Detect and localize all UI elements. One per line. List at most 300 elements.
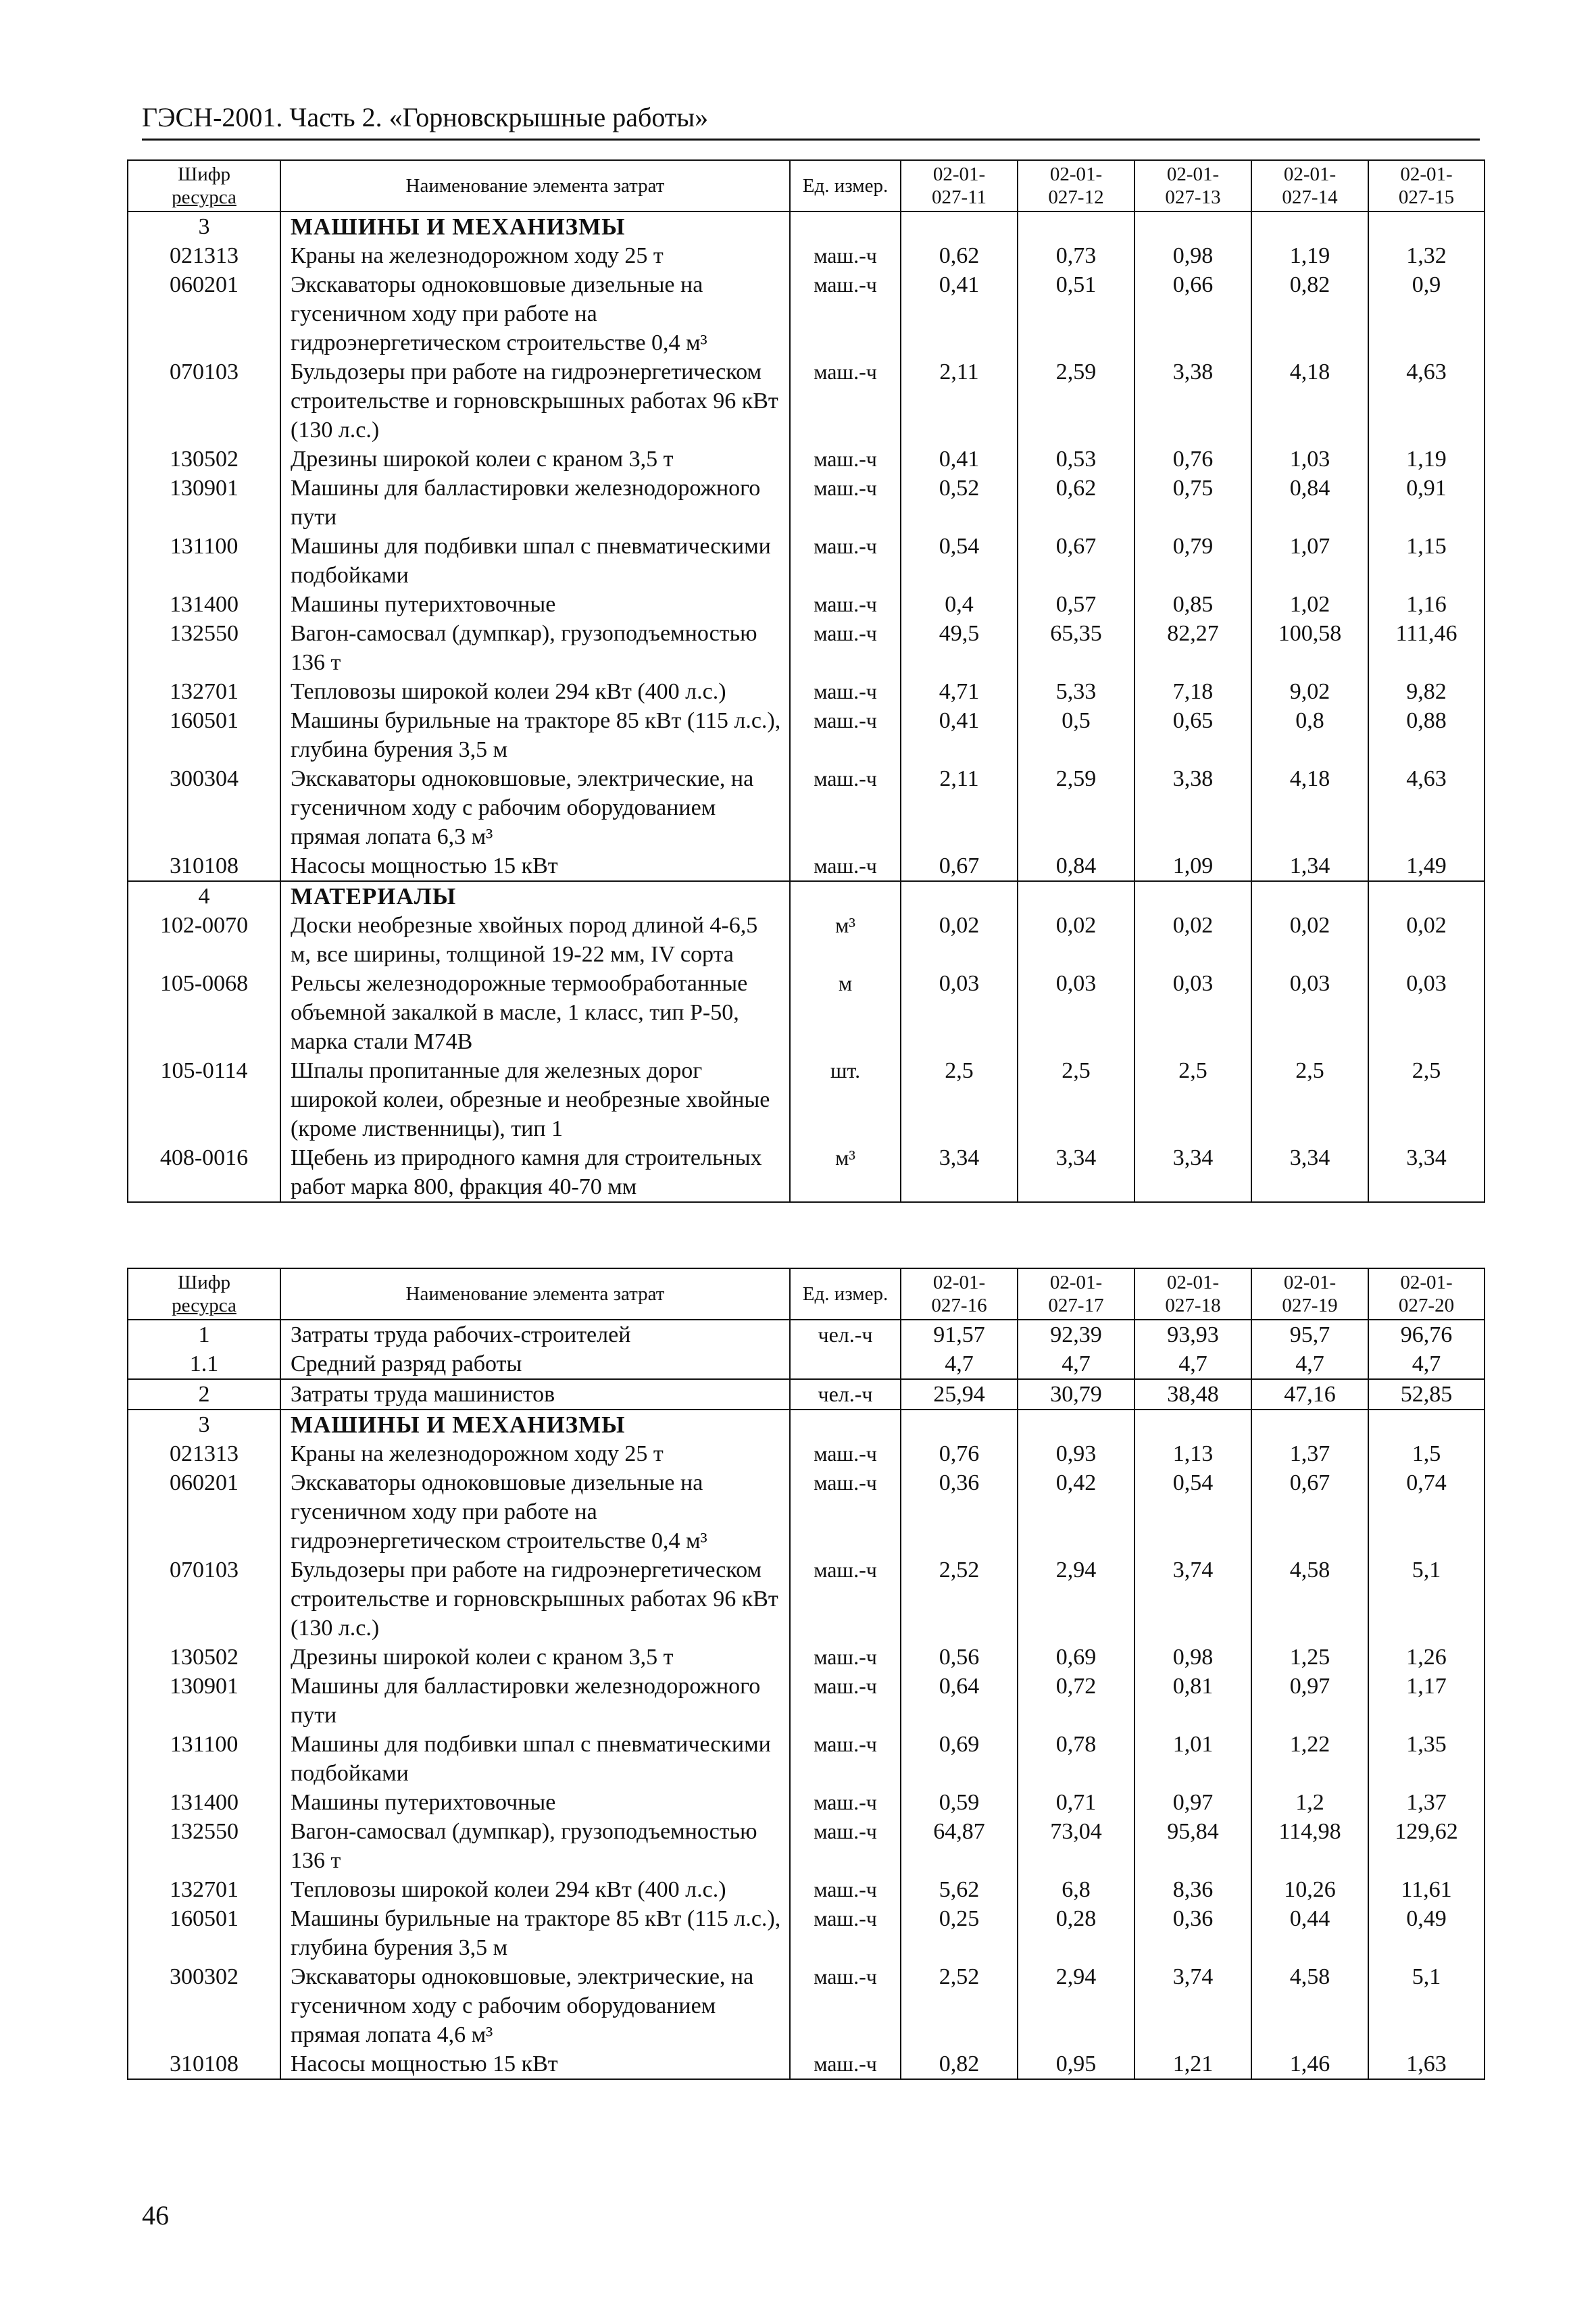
resource-code: 4 <box>128 881 280 911</box>
col-header-norm: 02-01- 027-12 <box>1018 160 1134 211</box>
norm-value <box>901 881 1018 911</box>
resource-unit: маш.-ч <box>790 357 901 445</box>
col-header-name: Наименование элемента затрат <box>280 1268 790 1320</box>
norm-value: 2,94 <box>1018 1962 1134 2049</box>
norm-value: 0,76 <box>1134 445 1251 474</box>
resource-unit: маш.-ч <box>790 1875 901 1904</box>
table-row <box>128 474 1485 532</box>
norm-value: 111,46 <box>1368 619 1485 677</box>
norm-value: 2,5 <box>901 1056 1018 1143</box>
resource-name: Щебень из природного камня для строительных работ марка 800, фракция 40-70 мм <box>280 1143 790 1202</box>
norm-value: 0,69 <box>1018 1643 1134 1672</box>
resource-name: Бульдозеры при работе на гидроэнергетическом строительстве и горновскрышных работах 96 кВт (130 л.с.) <box>280 1555 790 1643</box>
norm-value: 0,84 <box>1018 851 1134 881</box>
resource-unit <box>790 881 901 911</box>
resource-unit: маш.-ч <box>790 1555 901 1643</box>
norm-value: 0,03 <box>901 969 1018 1056</box>
table-row <box>128 1962 1485 2049</box>
norm-value: 3,34 <box>901 1143 1018 1202</box>
norm-value: 1,09 <box>1134 851 1251 881</box>
norm-value: 0,8 <box>1251 706 1368 764</box>
resource-code: 070103 <box>128 1555 280 1643</box>
norm-value: 73,04 <box>1018 1817 1134 1875</box>
resource-unit: маш.-ч <box>790 532 901 590</box>
col-header-norm: 02-01- 027-18 <box>1134 1268 1251 1320</box>
norm-value: 3,38 <box>1134 764 1251 851</box>
resource-unit: маш.-ч <box>790 764 901 851</box>
norm-value: 92,39 <box>1018 1320 1134 1349</box>
norm-value: 0,69 <box>901 1730 1018 1788</box>
col-header-name: Наименование элемента затрат <box>280 160 790 211</box>
resource-code: 2 <box>128 1379 280 1410</box>
resource-code: 131400 <box>128 1788 280 1817</box>
norm-value: 0,44 <box>1251 1904 1368 1962</box>
resource-unit: маш.-ч <box>790 1730 901 1788</box>
table-row <box>128 911 1485 969</box>
norm-value: 0,03 <box>1018 969 1134 1056</box>
resource-code: 132701 <box>128 1875 280 1904</box>
resource-unit: маш.-ч <box>790 270 901 357</box>
norm-value: 0,36 <box>901 1468 1018 1555</box>
norm-value: 64,87 <box>901 1817 1018 1875</box>
table-row <box>128 241 1485 270</box>
norm-value: 2,59 <box>1018 357 1134 445</box>
norm-value: 0,02 <box>1018 911 1134 969</box>
norm-value: 0,74 <box>1368 1468 1485 1555</box>
norm-value: 0,03 <box>1134 969 1251 1056</box>
resource-code: 132701 <box>128 677 280 706</box>
norm-value: 0,91 <box>1368 474 1485 532</box>
table-row <box>128 1439 1485 1468</box>
resource-table-2 <box>127 1268 1485 2080</box>
resource-code: 300304 <box>128 764 280 851</box>
resource-unit: маш.-ч <box>790 1643 901 1672</box>
resource-unit: чел.-ч <box>790 1379 901 1410</box>
resource-name: Машины для балластировки железнодорожного пути <box>280 1672 790 1730</box>
table-row <box>128 1788 1485 1817</box>
resource-name: МАШИНЫ И МЕХАНИЗМЫ <box>280 1410 790 1439</box>
resource-name: Бульдозеры при работе на гидроэнергетическом строительстве и горновскрышных работах 96 кВт (130 л.с.) <box>280 357 790 445</box>
norm-value: 2,5 <box>1018 1056 1134 1143</box>
norm-value: 1,49 <box>1368 851 1485 881</box>
norm-value: 0,59 <box>901 1788 1018 1817</box>
resource-unit: маш.-ч <box>790 677 901 706</box>
norm-value: 38,48 <box>1134 1379 1251 1410</box>
norm-value: 1,2 <box>1251 1788 1368 1817</box>
norm-value: 0,67 <box>1018 532 1134 590</box>
col-header-norm: 02-01- 027-13 <box>1134 160 1251 211</box>
norm-value: 1,5 <box>1368 1439 1485 1468</box>
table-row <box>128 1875 1485 1904</box>
resource-code: 131100 <box>128 532 280 590</box>
resource-unit: маш.-ч <box>790 1788 901 1817</box>
norm-value: 0,82 <box>1251 270 1368 357</box>
norm-value: 65,35 <box>1018 619 1134 677</box>
table-row <box>128 1056 1485 1143</box>
norm-value: 4,71 <box>901 677 1018 706</box>
norm-value: 3,74 <box>1134 1962 1251 2049</box>
norm-value: 0,75 <box>1134 474 1251 532</box>
table-row <box>128 1379 1485 1410</box>
norm-value: 0,02 <box>901 911 1018 969</box>
norm-value: 2,5 <box>1251 1056 1368 1143</box>
norm-value: 0,71 <box>1018 1788 1134 1817</box>
table-row <box>128 1817 1485 1875</box>
norm-value: 0,73 <box>1018 241 1134 270</box>
resource-name: Затраты труда рабочих-строителей <box>280 1320 790 1349</box>
norm-value: 3,34 <box>1134 1143 1251 1202</box>
table-row <box>128 1349 1485 1379</box>
norm-value: 95,7 <box>1251 1320 1368 1349</box>
norm-value: 1,63 <box>1368 2049 1485 2079</box>
norm-value: 5,62 <box>901 1875 1018 1904</box>
norm-value: 95,84 <box>1134 1817 1251 1875</box>
table-row <box>128 1643 1485 1672</box>
table-row <box>128 619 1485 677</box>
resource-unit: маш.-ч <box>790 445 901 474</box>
resource-unit: маш.-ч <box>790 1439 901 1468</box>
resource-unit: маш.-ч <box>790 241 901 270</box>
norm-value: 96,76 <box>1368 1320 1485 1349</box>
norm-value <box>1251 211 1368 241</box>
col-header-norm: 02-01- 027-14 <box>1251 160 1368 211</box>
norm-value: 4,18 <box>1251 357 1368 445</box>
table-row <box>128 764 1485 851</box>
norm-value: 0,97 <box>1251 1672 1368 1730</box>
table-row <box>128 590 1485 619</box>
table-row <box>128 1410 1485 1439</box>
table-row <box>128 1143 1485 1202</box>
resource-unit <box>790 1410 901 1439</box>
norm-value <box>901 1410 1018 1439</box>
norm-value: 0,98 <box>1134 241 1251 270</box>
norm-value: 1,46 <box>1251 2049 1368 2079</box>
resource-name: Краны на железнодорожном ходу 25 т <box>280 241 790 270</box>
resource-code: 160501 <box>128 1904 280 1962</box>
resource-code: 130901 <box>128 474 280 532</box>
norm-value: 5,1 <box>1368 1555 1485 1643</box>
norm-value <box>1251 881 1368 911</box>
norm-value: 100,58 <box>1251 619 1368 677</box>
resource-code: 300302 <box>128 1962 280 2049</box>
norm-value: 1,32 <box>1368 241 1485 270</box>
col-header-norm: 02-01- 027-11 <box>901 160 1018 211</box>
resource-name: Машины бурильные на тракторе 85 кВт (115 л.с.), глубина бурения 3,5 м <box>280 1904 790 1962</box>
norm-value: 1,26 <box>1368 1643 1485 1672</box>
resource-name: Дрезины широкой колеи с краном 3,5 т <box>280 1643 790 1672</box>
norm-value <box>1134 881 1251 911</box>
norm-value: 82,27 <box>1134 619 1251 677</box>
norm-value: 2,5 <box>1368 1056 1485 1143</box>
norm-value: 49,5 <box>901 619 1018 677</box>
resource-name: Шпалы пропитанные для железных дорог широкой колеи, обрезные и необрезные хвойные (кроме лиственницы), тип 1 <box>280 1056 790 1143</box>
norm-value: 0,81 <box>1134 1672 1251 1730</box>
norm-value: 2,52 <box>901 1962 1018 2049</box>
table-row <box>128 1904 1485 1962</box>
norm-value <box>1368 881 1485 911</box>
norm-value: 3,74 <box>1134 1555 1251 1643</box>
resource-code: 310108 <box>128 2049 280 2079</box>
norm-value: 0,56 <box>901 1643 1018 1672</box>
norm-value: 0,02 <box>1251 911 1368 969</box>
resource-code: 310108 <box>128 851 280 881</box>
norm-value: 2,52 <box>901 1555 1018 1643</box>
resource-name: Экскаваторы одноковшовые дизельные на гусеничном ходу при работе на гидроэнергетическом строительстве 0,4 м³ <box>280 270 790 357</box>
resource-name: МАШИНЫ И МЕХАНИЗМЫ <box>280 211 790 241</box>
table-row <box>128 1320 1485 1349</box>
norm-value: 0,88 <box>1368 706 1485 764</box>
norm-value: 0,67 <box>901 851 1018 881</box>
resource-name: Насосы мощностью 15 кВт <box>280 851 790 881</box>
table-row <box>128 1730 1485 1788</box>
resource-code: 132550 <box>128 619 280 677</box>
resource-unit: шт. <box>790 1056 901 1143</box>
col-header-norm: 02-01- 027-16 <box>901 1268 1018 1320</box>
resource-code: 3 <box>128 1410 280 1439</box>
norm-value: 3,34 <box>1018 1143 1134 1202</box>
norm-value: 4,18 <box>1251 764 1368 851</box>
norm-value: 0,82 <box>901 2049 1018 2079</box>
resource-name: Затраты труда машинистов <box>280 1379 790 1410</box>
norm-value: 0,66 <box>1134 270 1251 357</box>
table-row <box>128 270 1485 357</box>
norm-value: 1,03 <box>1251 445 1368 474</box>
norm-value: 0,4 <box>901 590 1018 619</box>
table-row <box>128 532 1485 590</box>
norm-value: 5,33 <box>1018 677 1134 706</box>
norm-value: 1,37 <box>1368 1788 1485 1817</box>
resource-unit: маш.-ч <box>790 1468 901 1555</box>
table-row <box>128 445 1485 474</box>
norm-value: 3,38 <box>1134 357 1251 445</box>
norm-value: 4,7 <box>1134 1349 1251 1379</box>
norm-value: 129,62 <box>1368 1817 1485 1875</box>
norm-value: 0,36 <box>1134 1904 1251 1962</box>
norm-value: 52,85 <box>1368 1379 1485 1410</box>
norm-value <box>1134 211 1251 241</box>
resource-name: Тепловозы широкой колеи 294 кВт (400 л.с.) <box>280 1875 790 1904</box>
resource-code: 130901 <box>128 1672 280 1730</box>
resource-name: Вагон-самосвал (думпкар), грузоподъемностью 136 т <box>280 1817 790 1875</box>
table-row <box>128 2049 1485 2079</box>
norm-value: 4,58 <box>1251 1555 1368 1643</box>
resource-unit: маш.-ч <box>790 1904 901 1962</box>
norm-value: 0,78 <box>1018 1730 1134 1788</box>
resource-code: 130502 <box>128 1643 280 1672</box>
norm-value: 3,34 <box>1251 1143 1368 1202</box>
norm-value: 2,59 <box>1018 764 1134 851</box>
resource-code: 105-0068 <box>128 969 280 1056</box>
norm-value: 0,85 <box>1134 590 1251 619</box>
resource-unit: чел.-ч <box>790 1320 901 1349</box>
norm-value: 0,62 <box>1018 474 1134 532</box>
norm-value: 0,98 <box>1134 1643 1251 1672</box>
norm-value: 0,41 <box>901 706 1018 764</box>
col-header-norm: 02-01- 027-17 <box>1018 1268 1134 1320</box>
norm-value: 4,7 <box>1368 1349 1485 1379</box>
norm-value: 2,11 <box>901 357 1018 445</box>
norm-value: 9,02 <box>1251 677 1368 706</box>
resource-name: Машины путерихтовочные <box>280 1788 790 1817</box>
resource-name: Дрезины широкой колеи с краном 3,5 т <box>280 445 790 474</box>
resource-unit: м <box>790 969 901 1056</box>
resource-unit <box>790 211 901 241</box>
norm-value: 0,65 <box>1134 706 1251 764</box>
norm-value: 1,13 <box>1134 1439 1251 1468</box>
norm-value: 0,41 <box>901 445 1018 474</box>
norm-value: 7,18 <box>1134 677 1251 706</box>
norm-value: 0,97 <box>1134 1788 1251 1817</box>
resource-code: 130502 <box>128 445 280 474</box>
norm-value: 0,41 <box>901 270 1018 357</box>
table-row <box>128 1672 1485 1730</box>
resource-name: Средний разряд работы <box>280 1349 790 1379</box>
resource-code: 021313 <box>128 241 280 270</box>
resource-unit: м³ <box>790 1143 901 1202</box>
norm-value: 4,7 <box>901 1349 1018 1379</box>
norm-value: 0,28 <box>1018 1904 1134 1962</box>
norm-value: 1,15 <box>1368 532 1485 590</box>
norm-value: 93,93 <box>1134 1320 1251 1349</box>
col-header-norm: 02-01- 027-20 <box>1368 1268 1485 1320</box>
norm-value: 0,53 <box>1018 445 1134 474</box>
norm-value <box>1368 1410 1485 1439</box>
norm-value: 0,25 <box>901 1904 1018 1962</box>
norm-value: 3,34 <box>1368 1143 1485 1202</box>
resource-table-1 <box>127 159 1485 1203</box>
page-header: ГЭСН-2001. Часть 2. «Горновскрышные работы» <box>142 101 1480 141</box>
norm-value <box>1368 211 1485 241</box>
norm-value: 1,34 <box>1251 851 1368 881</box>
norm-value: 91,57 <box>901 1320 1018 1349</box>
norm-value: 1,37 <box>1251 1439 1368 1468</box>
table-row <box>128 211 1485 241</box>
norm-value: 0,5 <box>1018 706 1134 764</box>
resource-name: Насосы мощностью 15 кВт <box>280 2049 790 2079</box>
resource-code: 070103 <box>128 357 280 445</box>
norm-value: 5,1 <box>1368 1962 1485 2049</box>
norm-value: 1,02 <box>1251 590 1368 619</box>
resource-unit: маш.-ч <box>790 619 901 677</box>
resource-code: 021313 <box>128 1439 280 1468</box>
resource-name: Машины бурильные на тракторе 85 кВт (115 л.с.), глубина бурения 3,5 м <box>280 706 790 764</box>
norm-value: 4,63 <box>1368 764 1485 851</box>
norm-value: 2,94 <box>1018 1555 1134 1643</box>
resource-unit: маш.-ч <box>790 1962 901 2049</box>
col-header-norm: 02-01- 027-19 <box>1251 1268 1368 1320</box>
resource-code: 131400 <box>128 590 280 619</box>
resource-name: Вагон-самосвал (думпкар), грузоподъемностью 136 т <box>280 619 790 677</box>
norm-value: 0,52 <box>901 474 1018 532</box>
norm-value: 1,17 <box>1368 1672 1485 1730</box>
resource-name: Экскаваторы одноковшовые, электрические, на гусеничном ходу с рабочим оборудованием прямая лопата 6,3 м³ <box>280 764 790 851</box>
resource-name: Машины для подбивки шпал с пневматическими подбойками <box>280 532 790 590</box>
col-header-code: Шифр ресурса <box>128 160 280 211</box>
page-number: 46 <box>142 2200 169 2231</box>
resource-unit: маш.-ч <box>790 706 901 764</box>
norm-value: 1,01 <box>1134 1730 1251 1788</box>
resource-unit: маш.-ч <box>790 2049 901 2079</box>
norm-value: 1,19 <box>1251 241 1368 270</box>
norm-value: 2,5 <box>1134 1056 1251 1143</box>
norm-value: 47,16 <box>1251 1379 1368 1410</box>
norm-value: 0,76 <box>901 1439 1018 1468</box>
resource-unit: маш.-ч <box>790 1817 901 1875</box>
table-row <box>128 969 1485 1056</box>
norm-value <box>1018 881 1134 911</box>
norm-value: 4,58 <box>1251 1962 1368 2049</box>
norm-value <box>1134 1410 1251 1439</box>
resource-name: МАТЕРИАЛЫ <box>280 881 790 911</box>
resource-name: Машины для балластировки железнодорожного пути <box>280 474 790 532</box>
norm-value: 0,51 <box>1018 270 1134 357</box>
norm-value: 10,26 <box>1251 1875 1368 1904</box>
norm-value: 0,42 <box>1018 1468 1134 1555</box>
table-row <box>128 357 1485 445</box>
resource-name: Тепловозы широкой колеи 294 кВт (400 л.с.) <box>280 677 790 706</box>
resource-unit: м³ <box>790 911 901 969</box>
resource-unit: маш.-ч <box>790 474 901 532</box>
norm-value: 0,9 <box>1368 270 1485 357</box>
norm-value: 0,95 <box>1018 2049 1134 2079</box>
resource-name: Краны на железнодорожном ходу 25 т <box>280 1439 790 1468</box>
resource-unit: маш.-ч <box>790 590 901 619</box>
resource-code: 408-0016 <box>128 1143 280 1202</box>
resource-name: Машины для подбивки шпал с пневматическими подбойками <box>280 1730 790 1788</box>
norm-value: 2,11 <box>901 764 1018 851</box>
col-header-unit: Ед. измер. <box>790 1268 901 1320</box>
norm-value: 0,49 <box>1368 1904 1485 1962</box>
resource-code: 060201 <box>128 270 280 357</box>
norm-value: 0,62 <box>901 241 1018 270</box>
resource-name: Доски необрезные хвойных пород длиной 4-6,5 м, все ширины, толщиной 19-22 мм, IV сорта <box>280 911 790 969</box>
col-header-unit: Ед. измер. <box>790 160 901 211</box>
table-row <box>128 1468 1485 1555</box>
norm-value: 0,03 <box>1368 969 1485 1056</box>
norm-value: 25,94 <box>901 1379 1018 1410</box>
norm-value: 1,25 <box>1251 1643 1368 1672</box>
table-row <box>128 851 1485 881</box>
norm-value: 11,61 <box>1368 1875 1485 1904</box>
norm-value: 0,93 <box>1018 1439 1134 1468</box>
resource-name: Экскаваторы одноковшовые дизельные на гусеничном ходу при работе на гидроэнергетическом строительстве 0,4 м³ <box>280 1468 790 1555</box>
norm-value: 1,35 <box>1368 1730 1485 1788</box>
norm-value: 1,07 <box>1251 532 1368 590</box>
norm-value: 0,84 <box>1251 474 1368 532</box>
table-row <box>128 677 1485 706</box>
resource-code: 3 <box>128 211 280 241</box>
norm-value: 1,19 <box>1368 445 1485 474</box>
norm-value: 0,54 <box>1134 1468 1251 1555</box>
resource-name: Рельсы железнодорожные термообработанные объемной закалкой в масле, 1 класс, тип Р-50, марка стали М74В <box>280 969 790 1056</box>
norm-value: 0,02 <box>1368 911 1485 969</box>
norm-value: 8,36 <box>1134 1875 1251 1904</box>
norm-value: 0,57 <box>1018 590 1134 619</box>
norm-value: 6,8 <box>1018 1875 1134 1904</box>
norm-value: 9,82 <box>1368 677 1485 706</box>
norm-value: 0,79 <box>1134 532 1251 590</box>
norm-value: 0,67 <box>1251 1468 1368 1555</box>
norm-value <box>901 211 1018 241</box>
norm-value: 0,64 <box>901 1672 1018 1730</box>
norm-value: 114,98 <box>1251 1817 1368 1875</box>
resource-code: 1 <box>128 1320 280 1349</box>
resource-unit <box>790 1349 901 1379</box>
norm-value: 0,03 <box>1251 969 1368 1056</box>
resource-name: Экскаваторы одноковшовые, электрические, на гусеничном ходу с рабочим оборудованием прямая лопата 4,6 м³ <box>280 1962 790 2049</box>
table-row <box>128 881 1485 911</box>
norm-value: 4,63 <box>1368 357 1485 445</box>
